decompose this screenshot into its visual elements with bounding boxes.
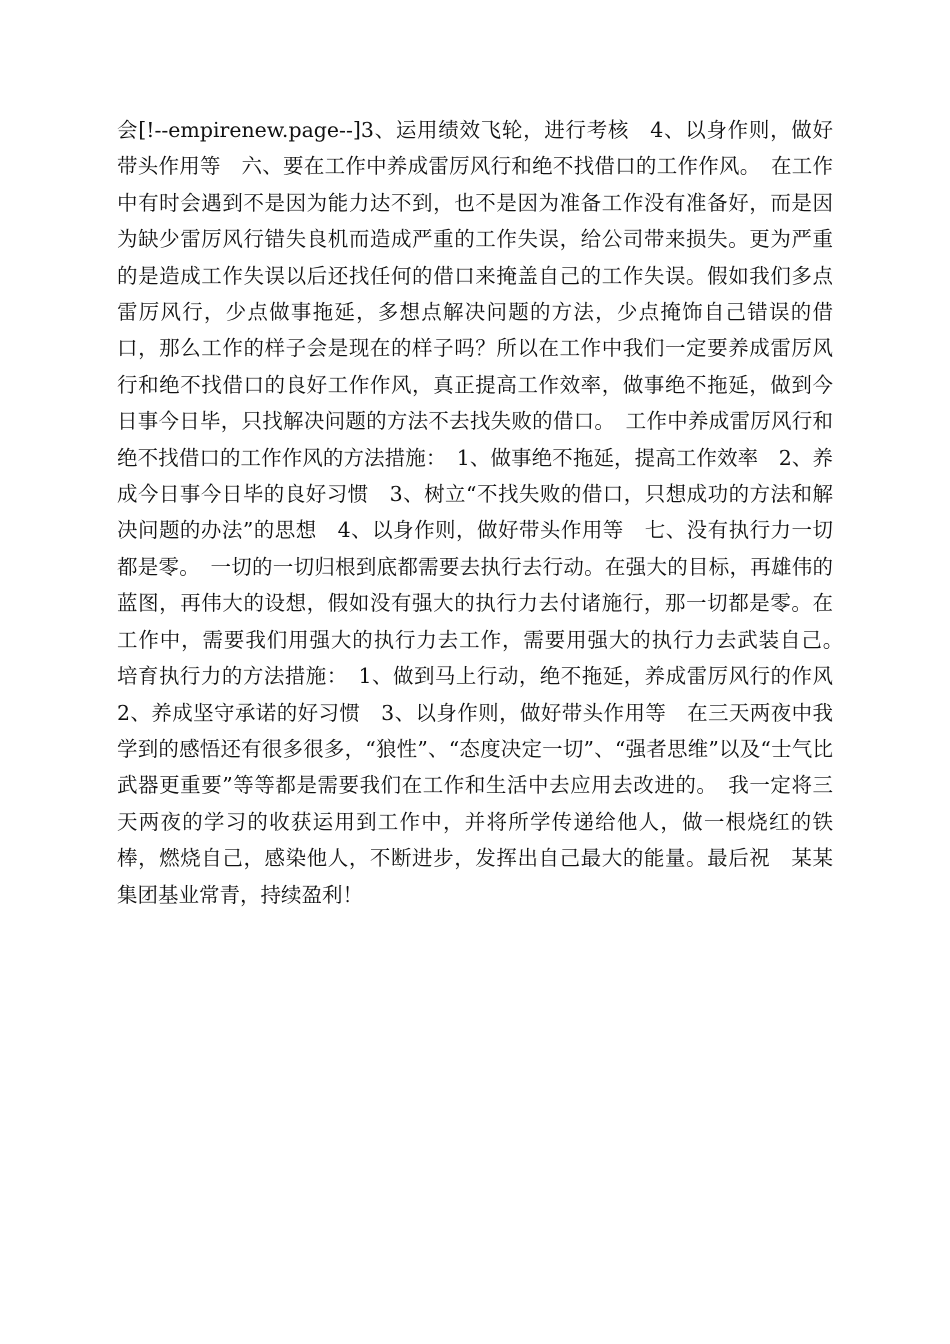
body-paragraph: 会[!--empirenew.page--]3、运用绩效飞轮，进行考核 4、以身作则，做好带头作用等 六、要在工作中养成雷厉风行和绝不找借口的工作作风。 在工作中有时会遇到不是因为能力达不到，也不是因为准备工作没有准备好，而是因为缺少雷厉风行错失良机而造成严重的工作失误，给公司带来损失。更为严重的是造成工作失误以后还找任何的借口来掩盖自己的工作失误。假如我们多点雷厉风行，少点做事拖延，多想点解决问题的方法，少点掩饰自己错误的借口，那么工作的样子会是现在的样子吗？所以在工作中我们一定要养成雷厉风行和绝不找借口的良好工作作风，真正提高工作效率，做事绝不拖延，做到今日事今日毕，只找解决问题的方法不去找失败的借口。 工作中养成雷厉风行和绝不找借口的工作作风的方法措施： 1、做事绝不拖延，提高工作效率 2、养成今日事今日毕的良好习惯 3、树立“不找失败的借口，只想成功的方法和解决问题的办法”的思想 4、以身作则，做好带头作用等 七、没有执行力一切都是零。 一切的一切归根到底都需要去执行去行动。在强大的目标，再雄伟的蓝图，再伟大的设想，假如没有强大的执行力去付诸施行，那一切都是零。在工作中，需要我们用强大的执行力去工作，需要用强大的执行力去武装自己。 培育执行力的方法措施： 1、做到马上行动，绝不拖延，养成雷厉风行的作风 2、养成坚守承诺的好习惯 3、以身作则，做好带头作用等 在三天两夜中我学到的感悟还有很多很多，“狼性”、“态度决定一切”、“强者思维”以及“士气比武器更重要”等等都是需要我们在工作和生活中去应用去改进的。 我一定将三天两夜的学习的收获运用到工作中，并将所学传递给他人，做一根烧红的铁棒，燃烧自己，感染他人，不断进步，发挥出自己最大的能量。最后祝 某某集团基业常青，持续盈利！	[117, 118, 854, 907]
